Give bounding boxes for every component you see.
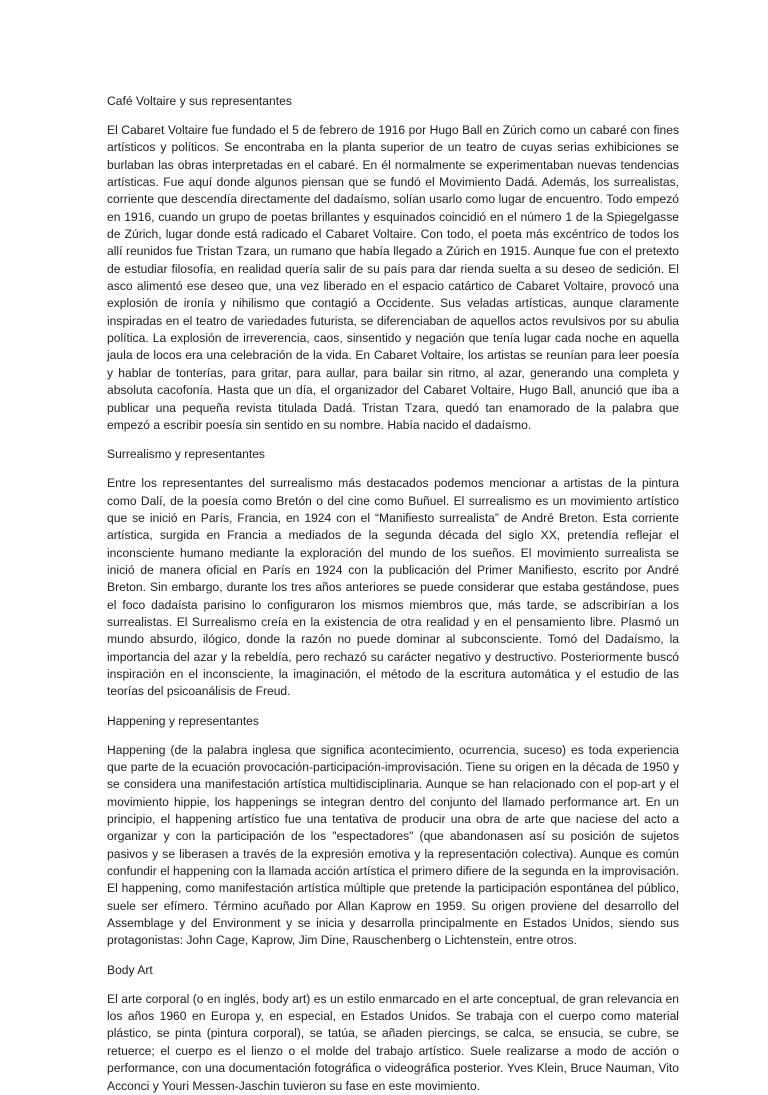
section-surrealismo bbox=[107, 446, 679, 700]
section-cafe-voltaire bbox=[107, 93, 679, 434]
section-heading: Body Art bbox=[107, 962, 153, 977]
section-paragraph: Entre los representantes del surrealismo más destacados podemos mencionar a artistas de la pintura como Dalí, de la poesía como Bretón o del cine como Buñuel. El surrealismo es un movimiento artístico que se inició en París, Francia, en 1924 con el “Manifiesto surrealista” de André Breton. Esta corriente artística, surgida en Francia a mediados de la segunda década del siglo XX, pretendía reflejar el inconsciente humano mediante la exploración del mundo de los sueños. El movimiento surrealista se inició de manera oficial en París en 1924 con la publicación del Primer Manifiesto, escrito por André Breton. Sin embargo, durante los tres años anteriores se puede considerar que estaba gestándose, pues el foco dadaísta parisino lo configuraron los mismos miembros que, más tarde, se adscribirían a los surrealistas. El Surrealismo creía en la existencia de otra realidad y en el pensamiento libre. Plasmó un mundo absurdo, ilógico, donde la razón no puede dominar al subconsciente. Tomó del Dadaísmo, la importancia del azar y la rebeldía, pero rechazó su carácter negativo y destructivo. Posteriormente buscó inspiración en el inconsciente, la imaginación, el método de la escritura automática y el estudio de las teorías del psicoanálisis de Freud. bbox=[107, 476, 679, 699]
section-paragraph: El Cabaret Voltaire fue fundado el 5 de febrero de 1916 por Hugo Ball en Zúrich como un cabaré con fines artísticos y políticos. Se encontraba en la planta superior de un teatro de cuyas serias exhibiciones se burlaban las obras interpretadas en el cabaré. En él normalmente se experimentaban nuevas tendencias artísticas. Fue aquí donde algunos piensan que se fundó el Movimiento Dadá. Además, los surrealistas, corriente que descendía directamente del dadaísmo, solían usarlo como lugar de encuentro. Todo empezó en 1916, cuando un grupo de poetas brillantes y esquinados coincidió en el número 1 de la Spiegelgasse de Zúrich, lugar donde está radicado el Cabaret Voltaire. Con todo, el poeta más excéntrico de todos los allí reunidos fue Tristan Tzara, un rumano que había llegado a Zúrich en 1915. Aunque fue con el pretexto de estudiar filosofía, en realidad quería salir de su país para dar rienda suelta a su deseo de sedición. El asco alimentó ese deseo que, una vez liberado en el espacio catártico de Cabaret Voltaire, provocó una explosión de ironía y nihilismo que contagió a Occidente. Sus veladas artísticas, aunque claramente inspiradas en el teatro de variedades futurista, se diferenciaban de aquellos actos revulsivos por su abulia política. La explosión de irreverencia, caos, sinsentido y negación que tenía lugar cada noche en aquella jaula de locos era una celebración de la vida. En Cabaret Voltaire, los artistas se reunían para leer poesía y hablar de tonterías, para gritar, para aullar, para bailar sin ritmo, al azar, generando una completa y absoluta cacofonía. Hasta que un día, el organizador del Cabaret Voltaire, Hugo Ball, anunció que iba a publicar una pequeña revista titulada Dadá. Tristan Tzara, quedó tan enamorado de la palabra que empezó a escribir poesía sin sentido en su nombre. Había nacido el dadaísmo. bbox=[107, 123, 679, 432]
section-paragraph: El arte corporal (o en inglés, body art) es un estilo enmarcado en el arte conceptual, de gran relevancia en los años 1960 en Europa y, en especial, en Estados Unidos. Se trabaja con el cuerpo como material plástico, se pinta (pintura corporal), se tatúa, se añaden piercings, se calca, se ensucia, se cubre, se retuerce; el cuerpo es el lienzo o el molde del trabajo artístico. Suele realizarse a modo de acción o performance, con una documentación fotográfica o videográfica posterior. Yves Klein, Bruce Nauman, Vito Acconci y Youri Messen-Jaschin tuvieron su fase en este movimiento. bbox=[107, 991, 679, 1093]
section-paragraph: Happening (de la palabra inglesa que significa acontecimiento, ocurrencia, suceso) es toda experiencia que parte de la ecuación provocación-participación-improvisación. Tiene su origen en la década de 1950 y se considera una manifestación artística multidisciplinaria. Aunque se han relacionado con el pop-art y el movimiento hippie, los happenings se integran dentro del conjunto del llamado performance art. En un principio, el happening artístico fue una tentativa de producir una obra de arte que naciese del acto a organizar y con la participación de los "espectadores" (que abandonasen así su posición de sujetos pasivos y se liberasen a través de la expresión emotiva y la representación colectiva). Aunque es común confundir el happening con la llamada acción artística el primero difiere de la segunda en la improvisación. El happening, como manifestación artística múltiple que pretende la participación espontánea del público, suele ser efímero. Término acuñado por Allan Kaprow en 1959. Su origen proviene del desarrollo del Assemblage y del Environment y se inicia y desarrolla principalmente en Estados Unidos, siendo sus protagonistas: John Cage, Kaprow, Jim Dine, Rauschenberg o Lichtenstein, entre otros. bbox=[107, 742, 679, 948]
section-heading: Surrealismo y representantes bbox=[107, 447, 265, 462]
section-heading: Happening y representantes bbox=[107, 713, 259, 728]
section-heading: Café Voltaire y sus representantes bbox=[107, 94, 292, 108]
section-happening bbox=[107, 713, 679, 950]
section-body-art bbox=[107, 962, 679, 1095]
